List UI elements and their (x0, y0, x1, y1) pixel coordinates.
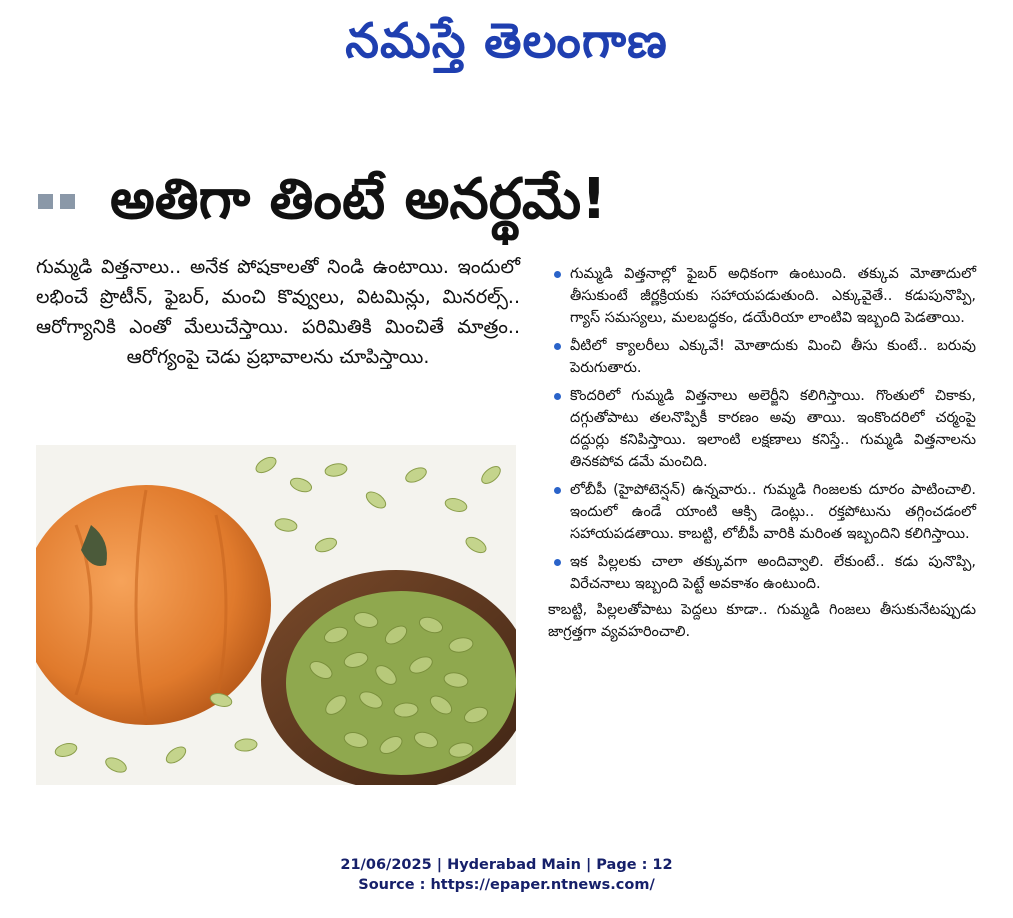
newspaper-logo: నమస్తే తెలంగాణ (345, 13, 668, 69)
article-bullets (548, 263, 976, 643)
headline-squares-icon (38, 194, 82, 213)
bullet-item: వీటిలో క్యాలరీలు ఎక్కువే! మోతాదుకు మించి తీసు కుంటే.. బరువు పెరుగుతారు. (548, 335, 976, 379)
pumpkin-seeds-photo (36, 445, 516, 785)
bullet-item: ఇక పిల్లలకు చాలా తక్కువగా అందివ్వాలి. లేకుంటే.. కడు పునొప్పి, విరేచనాలు ఇబ్బంది పెట్టే అవకాశం ఉంటుంది. (548, 551, 976, 595)
page-footer (0, 855, 1013, 895)
article-intro: గుమ్మడి విత్తనాలు.. అనేక పోషకాలతో నిండి ఉంటాయి. ఇందులో లభించే ప్రొటీన్, ఫైబర్, మంచి కొవ్వులు, విటమిన్లు, మినరల్స్.. ఆరోగ్యానికి ఎంతో మేలుచేస్తాయి. పరిమితికి మించితే మాత్రం.. ఆరోగ్యంపై చెడు ప్రభావాలను చూపిస్తాయి. (36, 256, 520, 368)
masthead (0, 6, 1013, 76)
article-headline: అతిగా తింటే అనర్థమే! (110, 167, 607, 232)
pumpkin-seeds-illustration (36, 445, 516, 785)
article-closing: కాబట్టి, పిల్లలతోపాటు పెద్దలు కూడా.. గుమ్మడి గింజలు తీసుకునేటప్పుడు జాగ్రత్తగా వ్యవహరించాలి. (548, 602, 976, 640)
bullet-item: కొందరిలో గుమ్మడి విత్తనాలు అలెర్జీని కలిగిస్తాయి. గొంతులో చికాకు, దగ్గుతోపాటు తలనొప్పికీ కారణం అవు తాయి. ఇంకొందరిలో చర్మంపై దద్దుర్లు కనిపిస్తాయి. ఇలాంటి లక్షణాలు కనిస్తే.. గుమ్మడి విత్తనాలను తినకపోవ డమే మంచిది. (548, 385, 976, 473)
edition-info: 21/06/2025 | Hyderabad Main | Page : 12 (340, 857, 673, 873)
source-link: Source : https://epaper.ntnews.com/ (358, 877, 655, 893)
bullet-item: లోబీపీ (హైపోటెన్షన్) ఉన్నవారు.. గుమ్మడి గింజలకు దూరం పాటించాలి. ఇందులో ఉండే యాంటి ఆక్సి డెంట్లు.. రక్తపోటును తగ్గించడంలో సహాయపడతాయి. కాబట్టి, లోబీపీ వారికి మరింత ఇబ్బందిని కలిగిస్తాయి. (548, 479, 976, 545)
headline-row (30, 158, 790, 248)
bullet-item: గుమ్మడి విత్తనాల్లో ఫైబర్ అధికంగా ఉంటుంది. తక్కువ మోతాదులో తీసుకుంటే జీర్ణక్రియకు సహాయపడుతుంది. ఎక్కువైతే.. కడుపునొప్పి, గ్యాస్ సమస్యలు, మలబద్ధకం, డయేరియా లాంటివి ఇబ్బంది పెడతాయి. (548, 263, 976, 329)
